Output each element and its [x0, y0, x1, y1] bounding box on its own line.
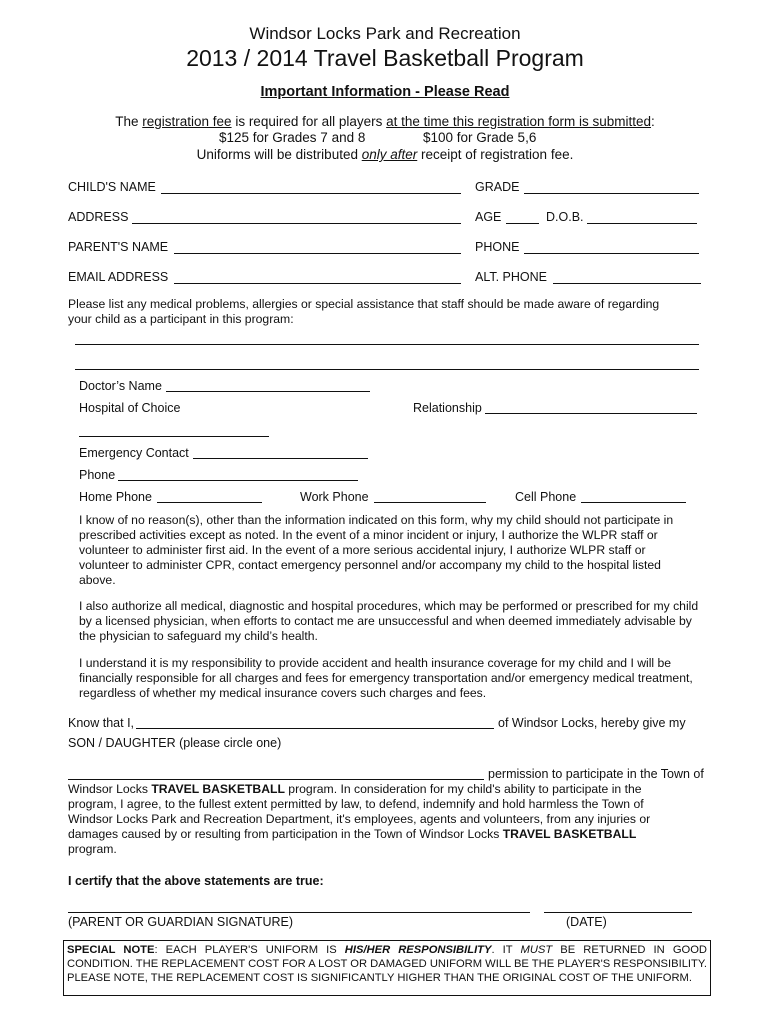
cell-phone-label: Cell Phone	[515, 490, 577, 504]
consent-line-2	[68, 782, 709, 797]
emergency-contact-line[interactable]	[193, 458, 368, 459]
son-daughter-choice[interactable]: SON / DAUGHTER (please circle one)	[68, 736, 282, 750]
age-label: AGE	[475, 210, 502, 224]
email-line[interactable]	[174, 283, 461, 284]
date-label: (DATE)	[566, 915, 607, 929]
know-that-label: Know that I,	[68, 716, 135, 730]
child-name-line[interactable]	[68, 779, 484, 780]
dob-line[interactable]	[587, 223, 697, 224]
home-phone-label: Home Phone	[79, 490, 152, 504]
fee-grades-7-8: $125 for Grades 7 and 8	[219, 130, 366, 145]
age-line[interactable]	[506, 223, 539, 224]
consent-text: Windsor Locks	[68, 782, 152, 796]
grade-line[interactable]	[524, 193, 699, 194]
page-subtitle: Important Information - Please Read	[260, 84, 510, 100]
consent-line-4: Windsor Locks Park and Recreation Department, it's employees, agents and volunteers, from any injuries or	[68, 812, 651, 826]
signature-label: (PARENT OR GUARDIAN SIGNATURE)	[68, 915, 294, 929]
special-note-box	[63, 940, 711, 996]
program-name-bold: TRAVEL BASKETBALL	[502, 827, 637, 841]
responsibility-emphasis: HIS/HER RESPONSIBILITY	[344, 944, 492, 956]
certify-statement: I certify that the above statements are true:	[68, 874, 324, 888]
phone-label: PHONE	[475, 240, 520, 254]
consent-text: damages caused by or resulting from participation in the Town of Windsor Locks	[68, 827, 503, 841]
registration-fee-text: registration fee	[142, 114, 232, 129]
special-note-text: . IT	[491, 944, 521, 956]
dob-label: D.O.B.	[546, 210, 584, 224]
email-label: EMAIL ADDRESS	[68, 270, 169, 284]
doctor-label: Doctor’s Name	[79, 379, 162, 393]
consent-text: program. In consideration for my child's ability to participate in the	[284, 782, 642, 796]
permission-text: permission to participate in the Town of	[488, 767, 704, 781]
relationship-label: Relationship	[413, 401, 482, 415]
intro-text: Uniforms will be distributed	[196, 147, 362, 162]
address-line[interactable]	[132, 223, 461, 224]
medical-line-2[interactable]	[75, 369, 699, 370]
intro-fee-line	[0, 114, 770, 129]
emergency-phone-label: Phone	[79, 468, 116, 482]
only-after-text: only after	[361, 147, 418, 162]
address-label: ADDRESS	[68, 210, 129, 224]
program-name-bold: TRAVEL BASKETBALL	[151, 782, 285, 796]
work-phone-label: Work Phone	[300, 490, 369, 504]
submission-time-text: at the time this registration form is submitted	[386, 114, 651, 129]
intro-text: :	[651, 114, 655, 129]
date-line[interactable]	[544, 912, 692, 913]
childs-name-line[interactable]	[161, 193, 461, 194]
special-note-text: : EACH PLAYER'S UNIFORM IS	[154, 944, 345, 956]
parents-name-line[interactable]	[174, 253, 461, 254]
insurance-paragraph: I understand it is my responsibility to provide accident and health insurance coverage for my child and I will be financially responsible for all charges and fees for emergency transportation and/or emergency medical treatment, regardless of whether my medical insurance covers such charges and fees.	[79, 656, 693, 700]
medical-line-1[interactable]	[75, 344, 699, 345]
org-name: Windsor Locks Park and Recreation	[249, 24, 521, 43]
home-phone-line[interactable]	[157, 502, 262, 503]
medical-instructions-2: your child as a participant in this program:	[68, 312, 294, 326]
medical-instructions-1: Please list any medical problems, allergies or special assistance that staff should be made aware of regarding	[68, 297, 660, 311]
childs-name-field[interactable]	[68, 180, 156, 194]
childs-name-label: CHILD'S NAME	[68, 180, 156, 194]
intro-text: The	[115, 114, 143, 129]
special-note-text: BE RETURNED IN GOOD CONDITION. THE REPLACEMENT COST FOR A LOST OR DAMAGED UNIFORM WILL BE THE PLAYER'S RESPONSIBILITY. PLEASE NOTE, THE REPLACEMENT COST IS SIGNIFICANTLY HIGHER THAN THE ORIGINAL COST OF THE UNIFORM.	[67, 944, 708, 984]
intro-text: is required for all players	[231, 114, 387, 129]
parents-name-label: PARENT'S NAME	[68, 240, 169, 254]
doctor-line[interactable]	[166, 391, 370, 392]
hospital-label: Hospital of Choice	[79, 401, 181, 415]
must-emphasis: MUST	[520, 944, 553, 956]
emergency-phone-line[interactable]	[118, 480, 358, 481]
alt-phone-line[interactable]	[553, 283, 701, 284]
of-windsor-locks-text: of Windsor Locks, hereby give my	[498, 716, 686, 730]
relationship-line[interactable]	[485, 413, 697, 414]
parent-name-line[interactable]	[136, 728, 494, 729]
authorization-paragraph-1: I know of no reason(s), other than the information indicated on this form, why my child should not participate in prescribed activities except as noted. In the event of a minor incident or injury, I authorize the WLPR staff or volunteer to administer first aid. In the event of a more serious accidental injury, I authorize WLPR staff or volunteer to administer CPR, contact emergency personnel and/or accompany my child to the hospital listed above.	[79, 513, 674, 587]
hospital-line[interactable]	[79, 436, 269, 437]
consent-line-5	[68, 827, 709, 842]
authorization-paragraph-2: I also authorize all medical, diagnostic and hospital procedures, which may be performed or prescribed for my child by a licensed physician, when efforts to contact me are unsuccessful and when deemed immediately advisable by the physician to safeguard my child’s health.	[79, 599, 699, 643]
fee-grades-5-6: $100 for Grade 5,6	[423, 130, 537, 145]
intro-text: receipt of registration fee.	[417, 147, 574, 162]
emergency-contact-label: Emergency Contact	[79, 446, 189, 460]
page-title: 2013 / 2014 Travel Basketball Program	[186, 45, 584, 71]
alt-phone-label: ALT. PHONE	[475, 270, 548, 284]
work-phone-line[interactable]	[374, 502, 486, 503]
phone-line[interactable]	[524, 253, 699, 254]
consent-line-6: program.	[68, 842, 117, 856]
grade-label: GRADE	[475, 180, 520, 194]
consent-line-3: program, I agree, to the fullest extent permitted by law, to defend, indemnify and hold harmless the Town of	[68, 797, 644, 811]
signature-line[interactable]	[68, 912, 530, 913]
uniform-note	[0, 147, 770, 162]
cell-phone-line[interactable]	[581, 502, 686, 503]
special-note-label: SPECIAL NOTE	[67, 944, 155, 956]
